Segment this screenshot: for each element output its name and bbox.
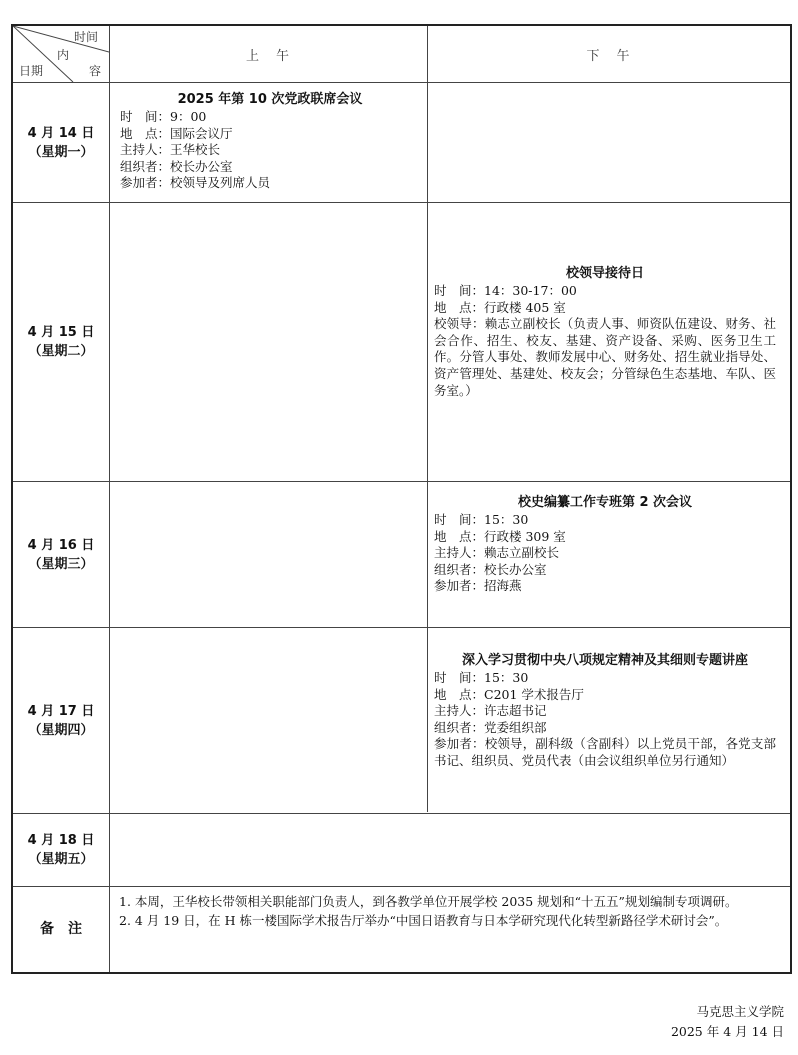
row-divider-mon [13, 202, 790, 203]
signature-date: 2025 年 4 月 14 日 [670, 1024, 784, 1039]
signature-org: 马克思主义学院 [696, 1004, 784, 1019]
event-title: 深入学习贯彻中央八项规定精神及其细则专题讲座 [461, 653, 748, 668]
weekday-label: （星期五） [28, 852, 94, 867]
event-organizer: 组织者：校长办公室 [434, 561, 547, 577]
event-host: 主持人：赖志立副校长 [434, 545, 560, 561]
event-host: 主持人：许志超书记 [434, 703, 547, 719]
date-label: 4 月 17 日 [27, 703, 95, 719]
date-cell-mon [13, 83, 109, 202]
weekday-label: （星期一） [28, 144, 94, 160]
event-title: 2025 年第 10 次党政联席会议 [177, 92, 363, 107]
weekday-label: （星期三） [28, 556, 94, 572]
row-divider-wed [13, 627, 790, 628]
event-time: 时 间：15：30 [434, 670, 529, 685]
row-divider-tue [13, 481, 790, 482]
row-divider-thu [13, 813, 790, 814]
schedule-table [11, 24, 792, 974]
header-am: 上 午 [245, 48, 291, 64]
weekday-label: （星期二） [28, 344, 94, 359]
notes-content [119, 892, 781, 930]
event-mon-am [120, 90, 420, 192]
date-cell-thu [13, 628, 109, 813]
header-pm: 下 午 [586, 48, 632, 64]
event-host: 主持人：王华校长 [120, 142, 221, 158]
event-time: 时 间：14：30-17：00 [434, 283, 577, 298]
note-item-2: 2. 4 月 19 日，在 H 栋一楼国际学术报告厅举办“中国日语教育与日本学研究现代化转型新路径学术研讨会”。 [119, 913, 728, 928]
column-divider-date [109, 26, 110, 972]
column-divider-ampm [427, 26, 428, 812]
event-time: 时 间：9：00 [120, 109, 207, 124]
event-tue-pm [434, 264, 776, 399]
date-cell-wed [13, 482, 109, 627]
event-leader: 校领导：赖志立副校长（负责人事、师资队伍建设、财务、社会合作、招生、校友、基建、资产设备、采购、医务卫生工作。分管人事处、教师发展中心、财务处、招生就业指导处、资产管理处、基建处、校友会；分管绿色生态基地、车队、医务室。） [434, 316, 776, 398]
row-divider-header [13, 82, 790, 83]
event-thu-pm [434, 651, 776, 770]
date-label: 4 月 15 日 [27, 325, 95, 340]
corner-label-date: 日期 [19, 64, 44, 78]
event-organizer: 组织者：校长办公室 [120, 158, 233, 174]
event-participants: 参加者：招海燕 [434, 578, 522, 594]
date-cell-fri [13, 814, 109, 886]
event-location: 地 点：行政楼 309 室 [434, 528, 566, 544]
weekday-label: （星期四） [28, 722, 94, 738]
event-location: 地 点：C201 学术报告厅 [434, 686, 584, 702]
event-time: 时 间：15：30 [434, 512, 529, 527]
event-participants: 参加者：校领导，副科级（含副科）以上党员干部，各党支部书记、组织员、党员代表（由会议组织单位另行通知） [434, 736, 776, 768]
date-label: 4 月 18 日 [27, 833, 95, 848]
corner-label-content-1: 内 [57, 48, 70, 62]
date-label: 4 月 16 日 [27, 537, 95, 553]
row-divider-fri [13, 886, 790, 887]
notes-label [13, 887, 109, 972]
corner-label-content-2: 容 [89, 64, 102, 78]
date-label: 4 月 14 日 [27, 125, 95, 141]
event-location: 地 点：行政楼 405 室 [434, 299, 566, 315]
date-cell-tue [13, 203, 109, 481]
event-title: 校领导接待日 [565, 266, 644, 281]
event-organizer: 组织者：党委组织部 [434, 719, 547, 735]
event-location: 地 点：国际会议厅 [120, 125, 233, 141]
notes-label-text: 备 注 [40, 921, 82, 937]
corner-label-time: 时间 [74, 30, 99, 44]
event-title: 校史编纂工作专班第 2 次会议 [517, 495, 693, 510]
note-item-1: 1. 本周，王华校长带领相关职能部门负责人，到各教学单位开展学校 2035 规划和“十五五”规划编制专项调研。 [119, 894, 738, 909]
event-wed-pm [434, 493, 776, 595]
event-participants: 参加者：校领导及列席人员 [120, 175, 271, 191]
